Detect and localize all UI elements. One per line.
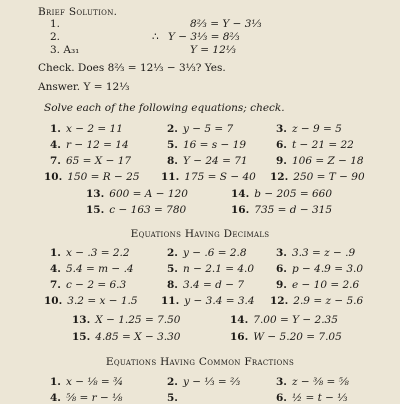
exercise-equation: 600 = A − 120 (109, 188, 188, 200)
exercise-number: 12. (270, 295, 289, 307)
exercise-equation: r − 12 = 14 (65, 139, 129, 151)
decimal-exercise-5 (167, 263, 254, 275)
exercise-number: 4. (50, 139, 61, 151)
exercise-number: 12. (270, 171, 289, 183)
exercise-equation: c − 163 = 780 (109, 204, 187, 216)
exercise-1-15 (86, 204, 186, 216)
exercise-equation: z − ⅜ = ⅝ (291, 376, 349, 388)
exercise-number: 10. (44, 295, 63, 307)
exercise-equation: Y − 24 = 71 (182, 155, 248, 167)
brief-step-2-number: 2. (50, 31, 61, 43)
exercise-number: 7. (50, 279, 61, 291)
exercise-1-4 (50, 139, 129, 151)
exercise-number: 16. (231, 204, 250, 216)
exercise-number: 11. (161, 295, 180, 307)
exercise-equation: 3.2 = x − 1.5 (67, 295, 138, 307)
exercise-equation: 2.9 = z − 5.6 (293, 295, 364, 307)
exercise-equation: W − 5.20 = 7.05 (253, 331, 342, 343)
exercise-equation: x − .3 = 2.2 (65, 247, 130, 259)
exercise-equation: 65 = X − 17 (65, 155, 132, 167)
exercise-equation: t − 21 = 22 (291, 139, 354, 151)
exercise-number: 16. (230, 331, 249, 343)
exercise-equation: y − 3.4 = 3.4 (184, 295, 255, 307)
fraction-exercise-4 (50, 392, 122, 404)
decimal-exercise-4 (50, 263, 134, 275)
decimal-exercise-9 (276, 279, 359, 291)
decimal-exercise-8 (167, 279, 244, 291)
therefore-symbol: ∴ (152, 31, 159, 43)
exercise-equation: n − 2.1 = 4.0 (182, 263, 255, 275)
brief-solution-heading: Brief Solution. (38, 6, 118, 18)
fraction-exercise-3 (276, 376, 349, 388)
exercise-equation: p − 4.9 = 3.0 (291, 263, 364, 275)
exercise-1-2 (167, 123, 233, 135)
fraction-exercise-5 (167, 392, 183, 404)
exercise-number: 4. (50, 392, 61, 404)
exercise-number: 2. (167, 376, 178, 388)
exercise-equation: ⅝ = r − ⅛ (65, 392, 123, 404)
fraction-exercise-6 (276, 392, 348, 404)
exercise-equation: b − 205 = 660 (254, 188, 333, 200)
exercise-equation: X − 1.25 = 7.50 (95, 314, 181, 326)
exercise-number: 14. (231, 188, 250, 200)
exercise-number: 6. (276, 139, 287, 151)
fraction-exercise-2 (167, 376, 240, 388)
exercise-number: 6. (276, 263, 287, 275)
exercise-equation: 4.85 = X − 3.30 (95, 331, 181, 343)
exercise-number: 8. (167, 279, 178, 291)
decimal-exercise-10 (44, 295, 138, 307)
exercise-1-14 (231, 188, 332, 200)
brief-step-1-number: 1. (50, 18, 61, 30)
exercise-1-7 (50, 155, 131, 167)
decimal-exercise-7 (50, 279, 126, 291)
exercise-number: 1. (50, 247, 61, 259)
exercise-number: 13. (72, 314, 91, 326)
decimal-exercise-16 (230, 331, 342, 343)
exercise-number: 9. (276, 155, 287, 167)
exercise-number: 3. (276, 376, 287, 388)
exercise-number: 2. (167, 123, 178, 135)
exercise-equation: ½ = t − ⅓ (291, 392, 348, 404)
exercise-1-10 (44, 171, 140, 183)
exercise-equation: 735 = d − 315 (254, 204, 333, 216)
decimal-exercise-14 (230, 314, 338, 326)
exercise-number: 5. (167, 263, 178, 275)
exercise-number: 2. (167, 247, 178, 259)
exercise-number: 11. (161, 171, 180, 183)
brief-step-3-number: 3. A₃₁ (50, 44, 80, 56)
exercise-number: 4. (50, 263, 61, 275)
exercise-equation: 16 = s − 19 (182, 139, 247, 151)
exercise-1-1 (50, 123, 123, 135)
exercise-number: 5. (167, 139, 178, 151)
decimal-exercise-2 (167, 247, 247, 259)
exercise-equation: z − 9 = 5 (291, 123, 342, 135)
answer-line: Answer. Y = 12⅓ (38, 81, 130, 93)
exercise-number: 3. (276, 123, 287, 135)
brief-step-3-equation: Y = 12⅓ (190, 44, 236, 56)
exercise-number: 7. (50, 155, 61, 167)
exercise-equation: 3.3 = z − .9 (291, 247, 356, 259)
exercise-equation: 250 = T − 90 (293, 171, 365, 183)
decimal-exercise-1 (50, 247, 130, 259)
exercise-equation: 106 = Z − 18 (291, 155, 364, 167)
fractions-heading: Equations Having Common Fractions (105, 356, 295, 368)
exercise-1-6 (276, 139, 354, 151)
exercise-equation: 3.4 = d − 7 (182, 279, 245, 291)
exercise-equation: y − ⅓ = ⅔ (182, 376, 241, 388)
decimal-exercise-13 (72, 314, 180, 326)
exercise-number: 9. (276, 279, 287, 291)
exercise-number: 13. (86, 188, 105, 200)
exercise-equation: e − 10 = 2.6 (291, 279, 360, 291)
exercise-1-5 (167, 139, 246, 151)
exercise-1-12 (270, 171, 365, 183)
exercise-number: 15. (72, 331, 91, 343)
exercise-equation: 150 = R − 25 (67, 171, 140, 183)
exercise-1-16 (231, 204, 332, 216)
exercise-equation: c − 2 = 6.3 (65, 279, 127, 291)
brief-step-2-equation: Y − 3⅓ = 8⅔ (168, 31, 240, 43)
exercise-1-8 (167, 155, 248, 167)
exercise-equation: x − 2 = 11 (65, 123, 123, 135)
decimal-exercise-12 (270, 295, 363, 307)
exercise-number: 1. (50, 123, 61, 135)
exercise-equation: 5.4 = m − .4 (65, 263, 134, 275)
exercise-number: 6. (276, 392, 287, 404)
decimal-exercise-11 (161, 295, 255, 307)
exercise-equation: 175 = S − 40 (184, 171, 256, 183)
exercise-equation: 7.00 = Y − 2.35 (253, 314, 338, 326)
fraction-exercise-1 (50, 376, 123, 388)
exercise-number: 15. (86, 204, 105, 216)
exercise-number: 1. (50, 376, 61, 388)
decimal-exercise-3 (276, 247, 355, 259)
exercise-1-3 (276, 123, 342, 135)
instruction-text: Solve each of the following equations; check. (44, 102, 285, 114)
exercise-equation: y − .6 = 2.8 (182, 247, 247, 259)
exercise-number: 5. (167, 392, 178, 404)
check-line: Check. Does 8⅔ = 12⅓ − 3⅓? Yes. (38, 62, 226, 74)
decimal-exercise-6 (276, 263, 363, 275)
exercise-number: 3. (276, 247, 287, 259)
brief-step-1-equation: 8⅔ = Y − 3⅓ (190, 18, 262, 30)
exercise-number: 14. (230, 314, 249, 326)
exercise-1-11 (161, 171, 256, 183)
exercise-equation: y − 5 = 7 (182, 123, 234, 135)
exercise-1-9 (276, 155, 364, 167)
exercise-number: 10. (44, 171, 63, 183)
decimal-exercise-15 (72, 331, 180, 343)
decimals-heading: Equations Having Decimals (130, 228, 270, 240)
exercise-1-13 (86, 188, 188, 200)
exercise-equation: x − ⅛ = ¾ (65, 376, 124, 388)
exercise-number: 8. (167, 155, 178, 167)
